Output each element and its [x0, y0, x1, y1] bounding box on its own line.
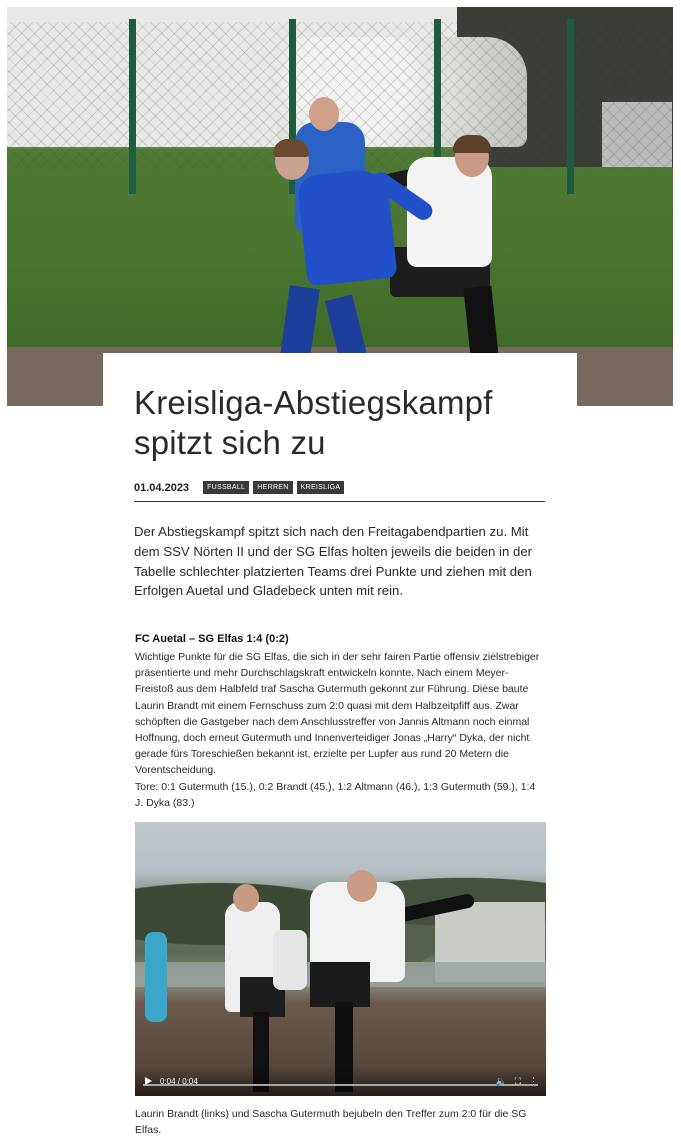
- video-caption: Laurin Brandt (links) und Sascha Gutermuth bejubeln den Treffer zum 2:0 für die SG Elfas.: [135, 1108, 527, 1136]
- more-vertical-icon[interactable]: ⋮: [529, 1075, 538, 1086]
- video-player-shorts: [310, 962, 370, 1007]
- fence-post: [129, 19, 136, 194]
- video-player[interactable]: [135, 822, 546, 1096]
- article-lead: Der Abstiegskampf spitzt sich nach den Freitagabendpartien zu. Mit dem SSV Nörten II und der SG Elfas holten jeweils die beiden in der Tabelle schlechter platzierten Teams drei Punkte und ziehen mit den Erfolgen Auetal und Gladebeck unten mit rein.: [134, 524, 533, 599]
- tag-kreisliga[interactable]: KREISLIGA: [297, 481, 345, 494]
- fence-post: [567, 19, 574, 194]
- video-player-keeper: [145, 932, 167, 1022]
- play-icon[interactable]: [145, 1077, 152, 1085]
- video-player-background: [273, 930, 307, 990]
- player-white-leg: [463, 286, 498, 359]
- fullscreen-icon[interactable]: ⛶: [514, 1075, 521, 1086]
- match-goals: Tore: 0:1 Gutermuth (15.), 0:2 Brandt (45.), 1:2 Altmann (46.), 1:3 Gutermuth (59.), 1:4 J. Dyka (83.): [135, 781, 536, 810]
- video-controls: [135, 1066, 546, 1096]
- article-title: Kreisliga-Abstiegskampf spitzt sich zu: [134, 384, 493, 461]
- player-blue-back-head: [309, 97, 339, 131]
- tag-fussball[interactable]: FUSSBALL: [203, 481, 249, 494]
- article-date: 01.04.2023: [134, 481, 190, 494]
- video-player-head: [347, 870, 377, 902]
- tag-herren[interactable]: HERREN: [253, 481, 292, 494]
- volume-icon[interactable]: 🔈: [495, 1075, 507, 1086]
- player-blue-hair: [273, 139, 309, 157]
- article-meta: [134, 480, 545, 502]
- video-player-head: [233, 884, 259, 912]
- match-heading: FC Auetal – SG Elfas 1:4 (0:2): [135, 633, 289, 645]
- player-white-hair: [453, 135, 491, 153]
- video-time: 0:04 / 0:04: [160, 1076, 198, 1086]
- hero-image: [7, 7, 673, 406]
- match-report: Wichtige Punkte für die SG Elfas, die sich in der sehr fairen Partie offensiv zielstrebiger präsentierte und mehr Durchschlagskraft entwickeln konnte. Nach einem Meyer-Freistoß aus dem Halbfeld traf Sascha Gutermuth gekonnt zur Führung. Diese baute Laurin Brandt mit einem Fernschuss zum 2:0 quasi mit dem Halbzeitpfiff aus. Zwar schöpften die Gastgeber nach dem Anschlusstreffer von Jannis Altmann noch einmal Hoffnung, doch erneut Gutermuth und Innenverteidiger Jonas „Harry“ Dyka, der nicht gerade fürs Toreschießen bekannt ist, erzielte per Lupfer aus rund 20 Metern die Vorentscheidung.: [135, 651, 540, 777]
